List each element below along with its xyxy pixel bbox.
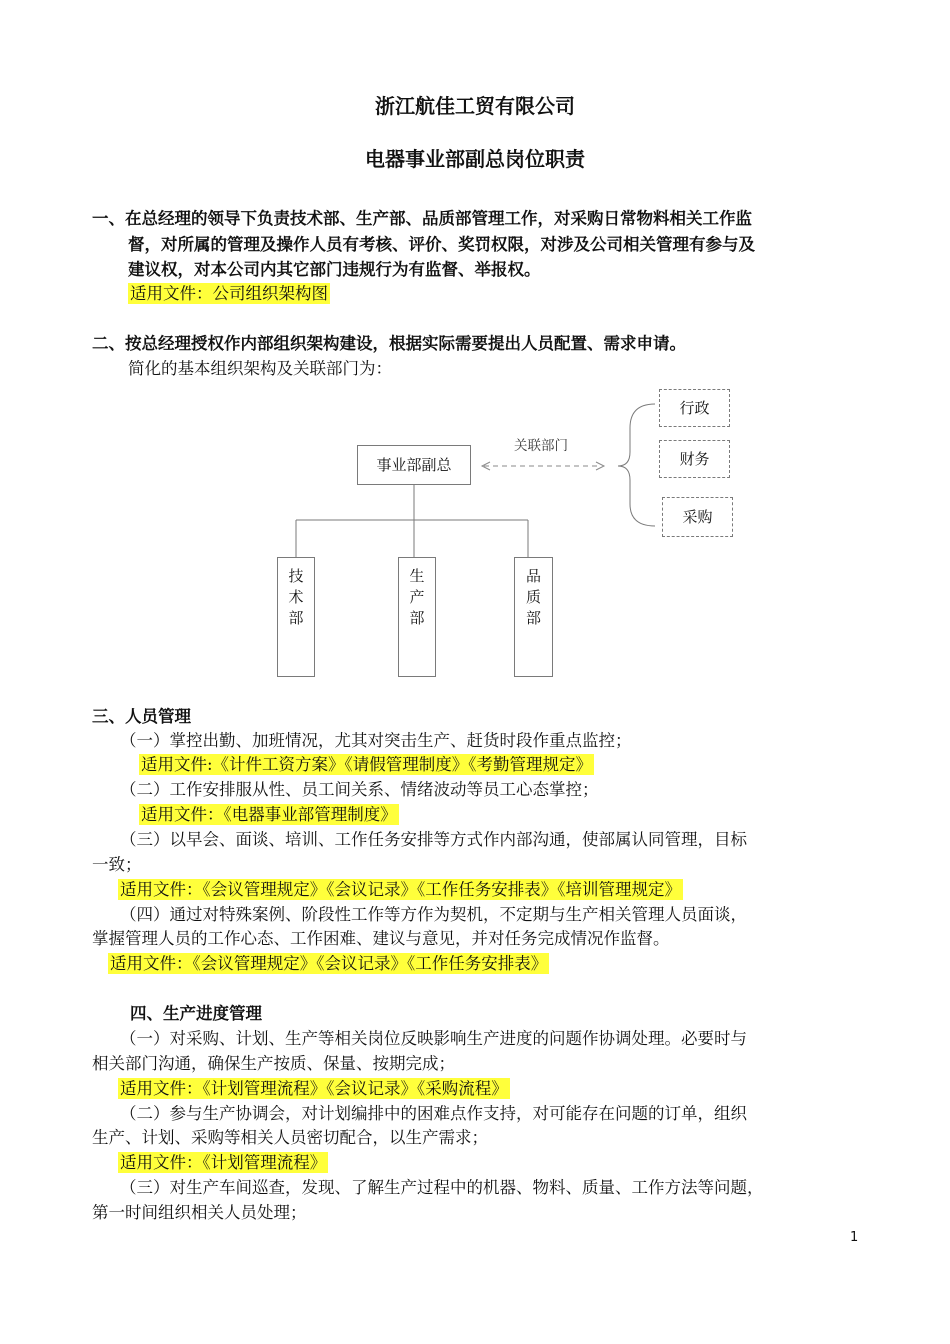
document-title: 电器事业部副总岗位职责 [365,147,585,171]
dept-tech [277,557,315,677]
sec4-item1-line1: （一）对采购、计划、生产等相关岗位反映影响生产进度的问题作协调处理。必要时与 [120,1029,747,1048]
related-dept-label: 行政 [679,399,710,417]
sec2-heading: 二、按总经理授权作内部组织架构建设，根据实际需要提出人员配置、需求申请。 [92,334,686,353]
dept-quality [514,557,553,677]
sec3-docs2 [139,801,399,825]
dept-char: 部 [409,609,425,627]
sec3-item2: （二）工作安排服从性、员工间关系、情绪波动等员工心态掌控； [120,780,599,799]
dept-char: 品 [525,567,541,585]
sec3-heading: 三、人员管理 [92,707,191,726]
related-dept-label: 采购 [682,508,713,526]
sec4-item2-line2: 生产、计划、采购等相关人员密切配合，以生产需求； [92,1128,488,1147]
dept-char: 部 [288,609,304,627]
highlight: 适用文件：《会议管理规定》《会议记录》《工作任务安排表》《培训管理规定》 [120,880,681,899]
sec1-line3: 建议权，对本公司内其它部门违规行为有监督、举报权。 [128,260,541,279]
highlight: 适用文件：《计划管理流程》 [120,1153,327,1172]
root-node [357,445,471,485]
sec4-heading: 四、生产进度管理 [130,1004,262,1023]
dept-production [398,557,436,677]
dept-char: 质 [525,588,541,606]
page-number: 1 [850,1230,859,1245]
related-dept-admin [659,389,730,427]
highlight: 适用文件：公司组织架构图 [130,284,328,303]
sec3-item1: （一）掌控出勤、加班情况，尤其对突击生产、赶货时段作重点监控； [120,731,632,750]
sec3-docs4 [108,950,549,974]
sec1-line1: 一、在总经理的领导下负责技术部、生产部、品质部管理工作，对采购日常物料相关工作监 [92,209,752,228]
root-node-label: 事业部副总 [376,456,452,474]
related-dept-label: 财务 [679,450,710,468]
related-dept-finance [659,440,730,478]
sec3-docs3 [118,876,683,900]
sec2-intro: 简化的基本组织架构及关联部门为： [128,359,392,378]
sec3-item3-line1: （三）以早会、面谈、培训、工作任务安排等方式作内部沟通，使部属认同管理，目标 [120,830,747,849]
highlight: 适用文件：《电器事业部管理制度》 [141,805,397,824]
highlight: 适用文件:《计件工资方案》《请假管理制度》《考勤管理规定》 [141,755,593,774]
sec3-item4-line2: 掌握管理人员的工作心态、工作困难、建议与意见，并对任务完成情况作监督。 [92,929,670,948]
sec3-docs1 [139,751,594,775]
dept-char: 技 [288,567,304,585]
dept-char: 部 [525,609,541,627]
sec1-line2: 督，对所属的管理及操作人员有考核、评价、奖罚权限，对涉及公司相关管理有参与及 [128,235,755,254]
highlight: 适用文件：《会议管理规定》《会议记录》《工作任务安排表》 [110,954,548,973]
sec4-docs1 [118,1075,510,1099]
dept-char: 产 [409,588,425,606]
sec4-item2-line1: （二）参与生产协调会，对计划编排中的困难点作支持，对可能存在问题的订单，组织 [120,1104,747,1123]
highlight: 适用文件：《计划管理流程》《会议记录》《采购流程》 [120,1079,508,1098]
sec3-item3-line2: 一致； [92,855,142,874]
company-name: 浙江航佳工贸有限公司 [375,94,575,118]
relation-label: 关联部门 [514,438,568,454]
dept-char: 生 [409,567,425,585]
sec4-item3-line2: 第一时间组织相关人员处理； [92,1203,307,1222]
sec4-docs2 [118,1149,328,1173]
sec4-item1-line2: 相关部门沟通，确保生产按质、保量、按期完成； [92,1054,455,1073]
dept-char: 术 [288,588,304,606]
related-dept-purchasing [662,497,733,537]
sec3-item4-line1: （四）通过对特殊案例、阶段性工作等方作为契机，不定期与生产相关管理人员面谈， [120,905,747,924]
sec4-item3-line1: （三）对生产车间巡查，发现、了解生产过程中的机器、物料、质量、工作方法等问题， [120,1178,764,1197]
